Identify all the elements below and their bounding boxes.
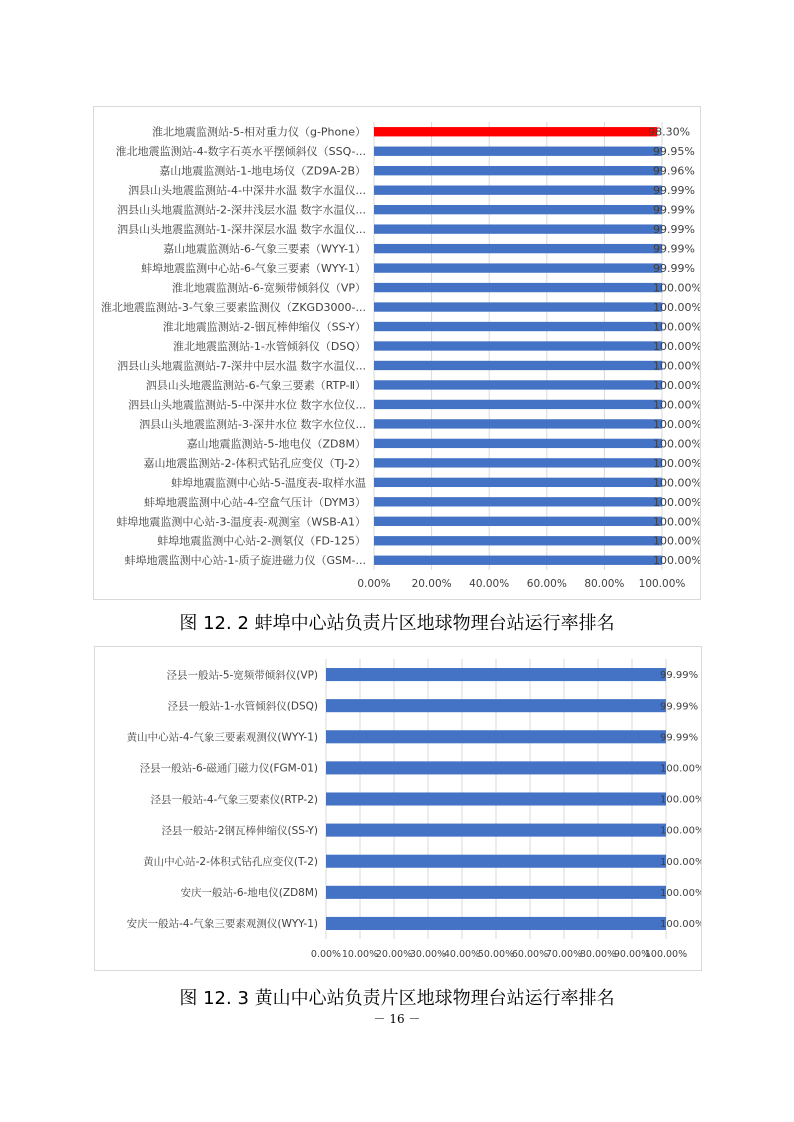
chart2-data-label: 99.99% <box>659 701 699 713</box>
figure-caption-12-3: 图 12. 3 黄山中心站负责片区地球物理台站运行率排名 <box>179 988 615 1009</box>
chart1-category-label: 泗县山头地震监测站-7-深井中层水温 数字水温仪... <box>117 359 366 373</box>
chart1-bar <box>374 419 662 428</box>
chart1-x-tick-label: 60.00% <box>526 578 567 590</box>
chart2-x-tick-label: 70.00% <box>545 949 583 960</box>
chart2-x-tick-label: 50.00% <box>477 949 515 960</box>
chart1-bar <box>374 536 662 545</box>
chart2-x-tick-label: 60.00% <box>511 949 549 960</box>
chart1-data-label: 100.00% <box>653 359 700 373</box>
chart1-category-label: 蚌埠地震监测中心站-3-温度表-观测室（WSB-A1） <box>116 515 366 529</box>
chart2-data-label: 99.99% <box>659 732 699 744</box>
chart2-bar <box>326 792 666 805</box>
chart2-category-label: 泾县一般站-4-气象三要素仪(RTP-2) <box>150 793 318 806</box>
chart1-bar <box>374 185 662 194</box>
chart1-data-label: 99.99% <box>652 242 695 256</box>
chart1-data-label: 100.00% <box>653 495 700 509</box>
chart1-data-label: 100.00% <box>653 476 700 490</box>
chart1-data-label: 100.00% <box>653 301 700 315</box>
chart1-bar <box>374 166 662 175</box>
chart1-data-label: 100.00% <box>653 320 700 334</box>
chart1-category-label: 泗县山头地震监测站-5-中深井水位 数字水位仪... <box>128 398 366 412</box>
chart1-category-label: 淮北地震监测站-1-水管倾斜仪（DSQ） <box>172 339 366 353</box>
chart2-x-tick-label: 90.00% <box>613 949 651 960</box>
chart1-category-label: 泗县山头地震监测站-2-深井浅层水温 数字水温仪... <box>117 203 366 217</box>
chart2-data-label: 100.00% <box>660 794 701 806</box>
chart1-category-label: 嘉山地震监测站-1-地电场仪（ZD9A-2B） <box>159 164 366 178</box>
chart2-category-label: 黄山中心站-4-气象三要素观测仪(WYY-1) <box>126 731 318 744</box>
chart1-category-label: 淮北地震监测站-2-铟瓦棒伸缩仪（SS-Y） <box>162 320 366 334</box>
chart2-bar <box>326 824 666 837</box>
chart1-data-label: 100.00% <box>653 437 700 451</box>
chart1-category-label: 泗县山头地震监测站-4-中深井水温 数字水温仪... <box>128 184 366 198</box>
chart1-data-label: 100.00% <box>653 515 700 529</box>
chart2-category-label: 泾县一般站-1-水管倾斜仪(DSQ) <box>167 700 318 713</box>
chart1-bar <box>374 341 662 350</box>
chart2-bar <box>326 668 666 681</box>
chart2-data-label: 100.00% <box>660 856 701 868</box>
chart1-category-label: 嘉山地震监测站-5-地电仪（ZD8M） <box>186 437 366 451</box>
chart1-data-label: 99.99% <box>652 262 695 276</box>
chart2-bar <box>326 886 666 899</box>
chart1-data-label: 100.00% <box>653 534 700 548</box>
chart1-category-label: 蚌埠地震监测中心站-1-质子旋进磁力仪（GSM-... <box>124 554 366 568</box>
chart2-category-label: 安庆一般站-6-地电仪(ZD8M) <box>180 887 318 900</box>
chart2-bar <box>326 855 666 868</box>
chart2-data-label: 100.00% <box>660 919 701 931</box>
chart2-data-label: 100.00% <box>660 763 701 775</box>
chart2-bar <box>326 699 666 712</box>
chart1-svg <box>94 107 700 599</box>
chart2-svg <box>95 647 701 970</box>
chart1-data-label: 99.96% <box>652 164 695 178</box>
chart1-category-label: 泗县山头地震监测站-1-深井深层水温 数字水温仪... <box>117 223 366 237</box>
chart1-category-label: 蚌埠地震监测中心站-6-气象三要素（WYY-1） <box>141 262 366 276</box>
chart1-data-label: 100.00% <box>653 554 700 568</box>
chart1-category-label: 蚌埠地震监测中心站-5-温度表-取样水温 <box>171 476 366 490</box>
chart1-bar <box>374 361 662 370</box>
chart1-bar <box>374 263 662 272</box>
chart1-bar <box>374 244 662 253</box>
chart1-bar <box>374 283 662 292</box>
chart2-bar <box>326 761 666 774</box>
chart2-category-label: 泾县一般站-6-磁通门磁力仪(FGM-01) <box>139 762 318 775</box>
chart1-data-label: 100.00% <box>653 398 700 412</box>
chart1-bar <box>374 458 662 467</box>
chart2-data-label: 100.00% <box>660 825 701 837</box>
chart1-bar <box>374 400 662 409</box>
chart1-x-tick-label: 40.00% <box>469 578 510 590</box>
chart1-category-label: 淮北地震监测站-5-相对重力仪（g-Phone） <box>152 125 366 139</box>
chart1-category-label: 嘉山地震监测站-2-体积式钻孔应变仪（TJ-2） <box>143 456 366 470</box>
chart1-data-label: 99.95% <box>652 145 695 159</box>
chart1-bar <box>374 127 657 136</box>
chart1-category-label: 淮北地震监测站-6-宽频带倾斜仪（VP） <box>171 281 366 295</box>
chart1-category-label: 淮北地震监测站-3-气象三要素监测仪（ZKGD3000-... <box>100 301 366 315</box>
chart1-bar <box>374 517 662 526</box>
figure-caption-12-2: 图 12. 2 蚌埠中心站负责片区地球物理台站运行率排名 <box>179 613 615 634</box>
chart1-bar <box>374 439 662 448</box>
chart2-category-label: 泾县一般站-2钢瓦棒伸缩仪(SS-Y) <box>161 824 318 837</box>
page-number: － 16 － <box>373 1012 421 1026</box>
chart1-data-label: 99.99% <box>652 203 695 217</box>
chart1-category-label: 淮北地震监测站-4-数字石英水平摆倾斜仪（SSQ-... <box>115 145 366 159</box>
chart1-data-label: 100.00% <box>653 339 700 353</box>
chart1-bar <box>374 224 662 233</box>
chart1-bar <box>374 147 662 156</box>
chart2-data-label: 99.99% <box>659 670 699 682</box>
chart2-x-tick-label: 80.00% <box>579 949 617 960</box>
chart1-category-label: 泗县山头地震监测站-3-深井水位 数字水位仪... <box>139 417 366 431</box>
chart1-data-label: 99.99% <box>652 223 695 237</box>
chart2-x-tick-label: 40.00% <box>443 949 481 960</box>
chart1-data-label: 98.30% <box>648 125 691 139</box>
chart2-bar <box>326 917 666 930</box>
chart1-x-tick-label: 0.00% <box>357 578 391 590</box>
chart2-category-label: 安庆一般站-4-气象三要素观测仪(WYY-1) <box>126 918 318 931</box>
chart1-bar <box>374 478 662 487</box>
chart2-category-label: 泾县一般站-5-宽频带倾斜仪(VP) <box>166 669 318 682</box>
chart1-x-tick-label: 20.00% <box>411 578 452 590</box>
chart1-data-label: 99.99% <box>652 184 695 198</box>
chart1-bar <box>374 205 662 214</box>
chart1-x-tick-label: 80.00% <box>584 578 625 590</box>
chart2-x-tick-label: 10.00% <box>341 949 379 960</box>
chart1-category-label: 嘉山地震监测站-6-气象三要素（WYY-1） <box>163 242 366 256</box>
chart2-category-label: 黄山中心站-2-体积式钻孔应变仪(T-2) <box>143 856 318 869</box>
chart2-x-tick-label: 100.00% <box>644 949 688 960</box>
chart2-data-label: 100.00% <box>660 887 701 899</box>
chart1-bar <box>374 556 662 565</box>
chart2-x-tick-label: 30.00% <box>409 949 447 960</box>
chart1-data-label: 100.00% <box>653 281 700 295</box>
chart-bengbu-station-ranking <box>93 106 701 600</box>
chart1-bar <box>374 380 662 389</box>
chart1-bar <box>374 322 662 331</box>
chart1-data-label: 100.00% <box>653 378 700 392</box>
chart1-x-tick-label: 100.00% <box>638 578 686 590</box>
chart2-bar <box>326 730 666 743</box>
chart1-category-label: 蚌埠地震监测中心站-2-测氡仪（FD-125） <box>157 534 366 548</box>
chart1-bar <box>374 497 662 506</box>
chart2-x-tick-label: 20.00% <box>375 949 413 960</box>
chart1-data-label: 100.00% <box>653 456 700 470</box>
chart1-data-label: 100.00% <box>653 417 700 431</box>
chart2-x-tick-label: 0.00% <box>310 949 342 960</box>
chart1-category-label: 蚌埠地震监测中心站-4-空盒气压计（DYM3） <box>143 495 366 509</box>
chart-huangshan-station-ranking <box>94 646 702 971</box>
chart1-bar <box>374 302 662 311</box>
chart1-category-label: 泗县山头地震监测站-6-气象三要素（RTP-Ⅱ） <box>145 378 366 392</box>
